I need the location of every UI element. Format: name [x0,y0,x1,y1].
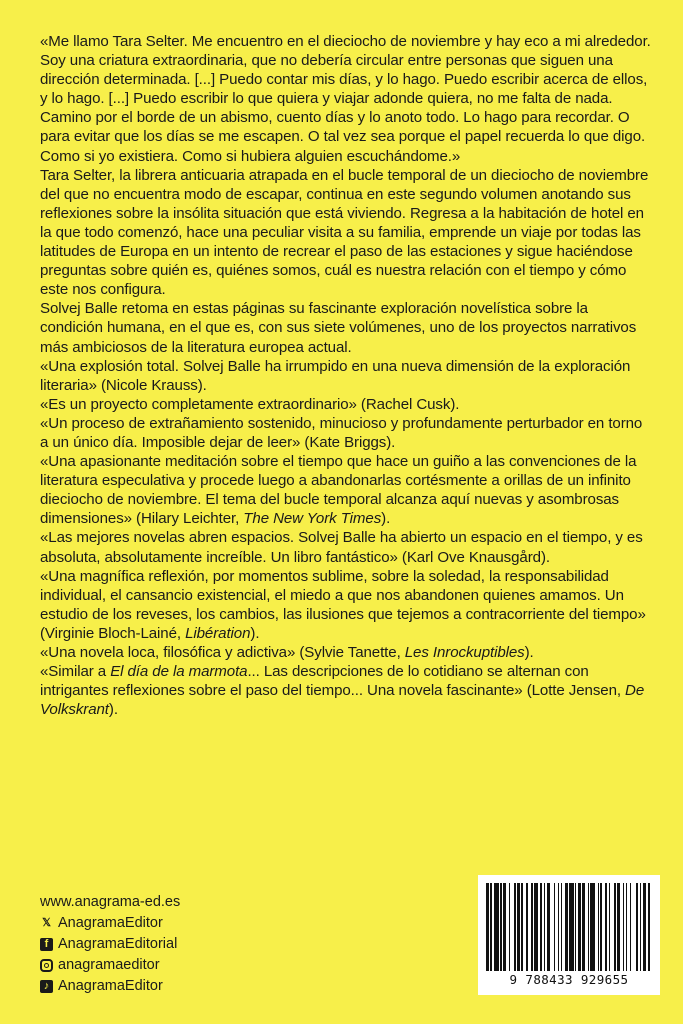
synopsis-paragraph: Tara Selter, la librera anticuaria atrapada en el bucle temporal de un dieciocho de noviembre del que no encuentra modo de escapar, continua en este segundo volumen anotando sus reflexiones sobre la insólita situación que está viviendo. Regresa a la habitación de hotel en la que todo comenzó, hace una peculiar visita a su familia, emprende un viaje por todas las latitudes de Europa en un intento de recrear el paso de las estaciones y sigue haciéndose preguntas sobre quién es, quiénes somos, cuál es nuestra relación con el tiempo y cómo este nos configura. [40,166,649,299]
italic-marmota: El día de la marmota [110,663,248,681]
x-link[interactable] [40,913,180,934]
review-tanette: «Una novela loca, filosófica y adictiva» (Sylvie Tanette, Les Inrockuptibles). [40,644,534,661]
tiktok-icon: ♪ [40,980,53,993]
author-paragraph: Solvej Balle retoma en estas páginas su fascinante exploración novelística sobre la condición humana, en el que es, con sus siete volúmenes, uno de los proyectos narrativos más ambiciosos de la literatura europea actual. [40,300,637,356]
tiktok-handle: AnagramaEditor [58,978,163,994]
review-leichter: «Una apasionante meditación sobre el tiempo que hace un guiño a las convenciones de la literatura especulativa y procede luego a abandonarlas cortésmente a orillas de un infinito dieciocho de noviembre. El tema del bucle temporal alcanza aquí nuevas y asombrosas dimensiones» (Hilary Leichter, The New York Times). [40,453,637,528]
barcode-bars [486,883,652,971]
isbn-number: 9 788433 929655 [509,972,629,987]
review-jensen: «Similar a El día de la marmota... Las descripciones de lo cotidiano se alternan con intrigantes reflexiones sobre el paso del tiempo... Una novela fascinante» (Lotte Jensen, De Volkskrant). [40,663,645,719]
review-krauss: «Una explosión total. Solvej Balle ha irrumpido en una nueva dimensión de la exploración literaria» (Nicole Krauss). [40,357,631,394]
isbn-barcode [478,875,660,995]
instagram-link[interactable] [40,955,180,976]
instagram-handle: anagramaeditor [58,957,160,973]
tiktok-link[interactable] [40,976,180,997]
facebook-link[interactable] [40,934,180,955]
italic-volkskrant: De Volkskrant [40,682,645,719]
x-handle: AnagramaEditor [58,915,163,931]
facebook-icon: f [40,938,53,951]
x-icon: 𝕏 [42,917,51,929]
website-link[interactable] [40,892,180,913]
barcode-bar [650,883,651,971]
italic-nyt: The New York Times [243,510,382,528]
opening-quote: «Me llamo Tara Selter. Me encuentro en el dieciocho de noviembre y hay eco a mi alrededor. Soy una criatura extraordinaria, que no debería circular entre personas que siguen una dirección determinada. [...] Puedo contar mis días, y lo hago. Puedo escribir acerca de ellos, y lo hago. [...] Puedo escribir lo que quiera y viajar adonde quiera, no me falta de nada. Camino por el borde de un abismo, cuento días y lo anoto todo. Lo hago para recordar. O para evitar que los días se me escapen. O tal vez sea porque el papel recuerda lo que digo. Como si yo existiera. Como si hubiera alguien escuchándome.» [40,33,651,165]
review-briggs: «Un proceso de extrañamiento sostenido, minucioso y profundamente perturbador en torno a un único día. Imposible dejar de leer» (Kate Briggs). [40,414,643,451]
website-text: www.anagrama-ed.es [40,894,181,910]
publisher-contacts [40,892,180,997]
review-knausgard: «Las mejores novelas abren espacios. Solvej Balle ha abierto un espacio en el tiempo, y es absoluta, absolutamente increíble. Un libro fantástico» (Karl Ove Knausgård). [40,529,643,566]
facebook-handle: AnagramaEditorial [58,936,178,952]
instagram-icon [40,959,53,972]
review-bloch-laine: «Una magnífica reflexión, por momentos sublime, sobre la soledad, la responsabilidad individual, el cansancio existencial, el miedo a que nos abandonen quienes amamos. Un estudio de los reveses, los cambios, las ilusiones que tejemos a contracorriente del tiempo» (Virginie Bloch-Lainé, Libération). [40,567,646,642]
back-cover-blurb [40,32,652,719]
italic-liberation: Libération [185,624,251,642]
italic-inrocks: Les Inrockuptibles [404,644,525,661]
review-cusk: «Es un proyecto completamente extraordinario» (Rachel Cusk). [40,395,460,413]
